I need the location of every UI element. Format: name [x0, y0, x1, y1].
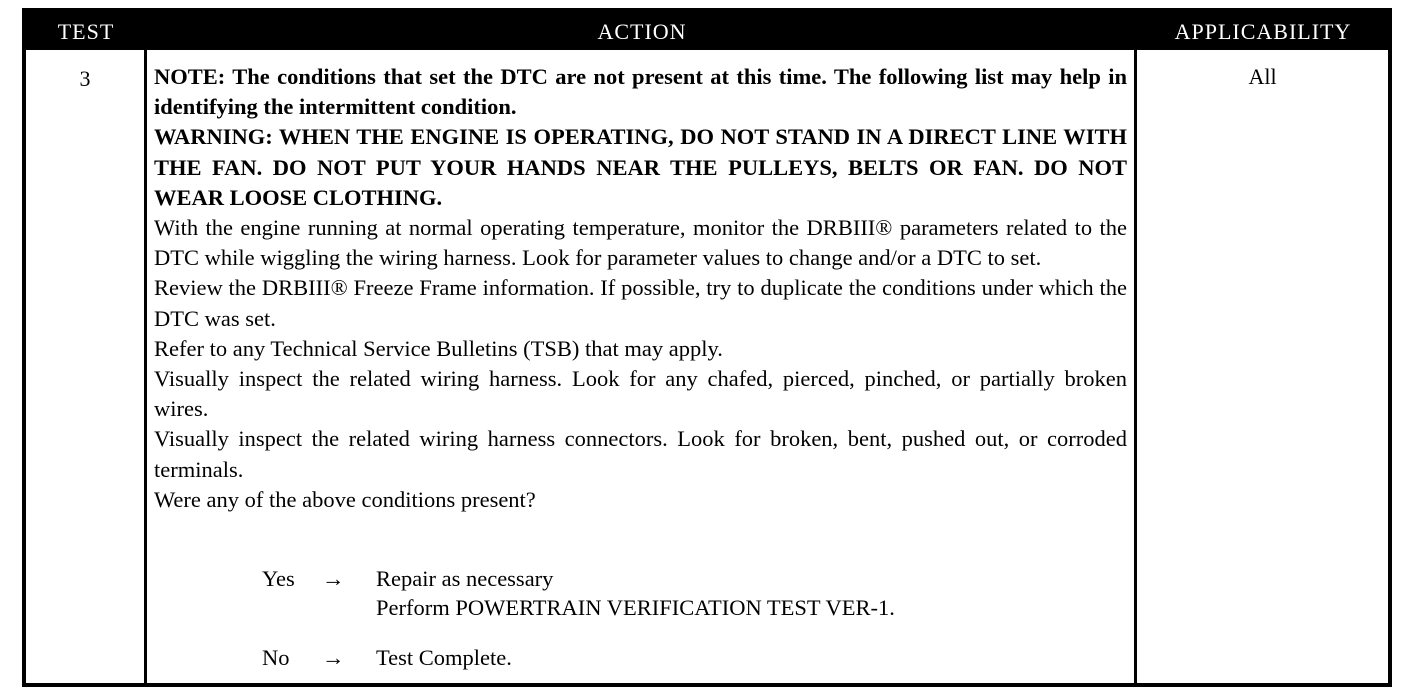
step-monitor-parameters: With the engine running at normal operating temperature, monitor the DRBIII® parameters related to the DTC while wiggling the wiring harness. Look for parameter values to change and/or a DTC to set. [154, 215, 1127, 271]
answer-no-label: No [262, 645, 290, 670]
header-applicability: APPLICABILITY [1174, 19, 1352, 44]
step-inspect-harness: Visually inspect the related wiring harness. Look for any chafed, pierced, pinched, or partially broken wires. [154, 366, 1127, 422]
step-inspect-connectors: Visually inspect the related wiring harness connectors. Look for broken, bent, pushed out, or corroded terminals. [154, 426, 1127, 482]
step-refer-tsb: Refer to any Technical Service Bulletins (TSB) that may apply. [154, 335, 723, 361]
warning-text: WARNING: WHEN THE ENGINE IS OPERATING, DO NOT STAND IN A DIRECT LINE WITH THE FAN. DO NOT PUT YOUR HANDS NEAR THE PULLEYS, BELTS OR FAN. DO NOT WEAR LOOSE CLOTHING. [154, 124, 1127, 210]
answer-spacer [262, 622, 1122, 643]
answer-no [262, 643, 1122, 672]
answer-yes-label: Yes [262, 566, 295, 591]
note-text: NOTE: The conditions that set the DTC are not present at this time. The following list may help in identifying the intermittent condition. [154, 64, 1127, 120]
header-test: TEST [57, 19, 115, 44]
right-arrow-icon: → [322, 566, 345, 591]
column-divider-right [1134, 50, 1137, 683]
test-number: 3 [79, 66, 91, 91]
answer-options [262, 564, 1122, 672]
column-divider-left [144, 50, 147, 683]
answer-yes [262, 564, 1122, 622]
answer-yes-line1: Repair as necessary [376, 566, 554, 591]
right-arrow-icon: → [322, 645, 345, 670]
table-header [26, 12, 1388, 50]
diagnostic-test-table [22, 8, 1392, 687]
header-action: ACTION [597, 19, 687, 44]
answer-yes-text [376, 564, 1122, 622]
step-review-freeze-frame: Review the DRBIII® Freeze Frame information. If possible, try to duplicate the conditions under which the DTC was set. [154, 275, 1127, 331]
answer-yes-line2: Perform POWERTRAIN VERIFICATION TEST VER-1. [376, 595, 895, 620]
action-cell [154, 62, 1127, 515]
applicability-value: All [1248, 64, 1277, 89]
question-text: Were any of the above conditions present? [154, 486, 536, 512]
answer-no-text: Test Complete. [376, 645, 512, 670]
